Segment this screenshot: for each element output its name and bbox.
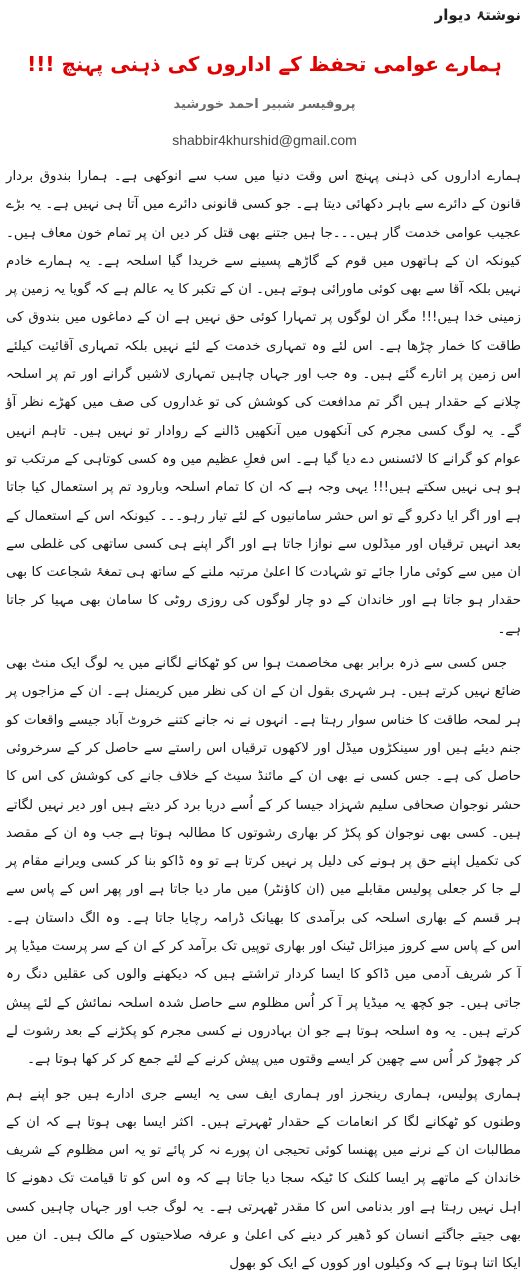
author-email[interactable]: shabbir4khurshid@gmail.com — [172, 132, 357, 148]
column-category: نوشتۂ دیوار — [434, 6, 521, 24]
article-paragraph: ہماری پولیس، ہماری رینجرز اور ہماری ایف سی یہ ایسے جری ادارے ہیں جو اپنے ہم وطنوں کو ٹھکانے لگا کر انعامات کے حقدار ٹھہرتے ہیں۔ اکثر ایسا بھی ہوتا ہے کہ ان کے مطالبات ان کے نرنے میں پھنسا کوئی تحیجی ان پورے نہ کر پائے تو یہ اس مظلوم کے شریف خاندان کے ماتھے پر ایسا کلنک کا ٹیکہ سجا دیا جاتا ہے کہ وہ اس کو تا قیامت تک دھونے کا اہل نہیں رہتا ہے اور بدنامی اس کا مقدر ٹھہرتی ہے۔ یہ لوگ جب اور جہاں چاہیں کسی بھی جیتے جاگتے انسان کو ڈھیر کر دینے کی اعلیٰ و عرفہ صلاحیتوں کے مالک ہیں۔ ان میں ایکا اتنا ہوتا ہے کہ وکیلوں اور کووں کے ایک کو بھول — [6, 1086, 521, 1272]
author-name: پروفیسر شبیر احمد خورشید — [173, 97, 356, 112]
article-body — [6, 163, 521, 1272]
article-title: ہمارے عوامی تحفظ کے اداروں کی ذہنی پہنچ !!! — [27, 52, 502, 76]
article-paragraph: ہمارے اداروں کی ذہنی پہنچ اس وقت دنیا میں سب سے انوکھی ہے۔ ہمارا بندوق بردار قانون کے دائرے سے باہر دکھائی دیتا ہے۔ جو کسی قانونی دائرے میں آتا ہی نہیں ہے۔ یہ بڑے عجیب عوامی خدمت گار ہیں۔۔۔جا ہیں جتنے بھی قتل کر دیں ان پر تمام خون معاف ہیں۔ کیونکہ ان کے ہاتھوں میں قوم کے گاڑھے پسینے سے خریدا گیا اسلحہ ہے۔ یہ ہمارے خادم نہیں بلکہ آقا سے بھی کوئی ماورائی ہوتے ہیں۔ ان کے تکبر کا یہ عالم ہے کہ گویا یہ زمین پر زمینی خدا ہیں!!! مگر ان لوگوں پر تمہارا کوئی حق نہیں ہے ان کے دماغوں میں بندوق کی طاقت کا خمار چڑھا ہے۔ اس لئے وہ تمہاری خدمت کے لئے نہیں بلکہ تمہاری آقائیت کیلئے اس زمین پر اتارے گئے ہیں۔ وہ جب اور جہاں چاہیں تمہاری لاشیں گرانے اور تم پر اسلحہ چلانے کے حقدار ہیں اگر تم مدافعت کی کوشش کی تو غداروں کی صف میں کھڑے نظر آؤ گے۔ یہ لوگ کسی مجرم کی آنکھوں میں آنکھیں ڈالنے کے روادار تو نہیں ہیں۔ تاہم انہیں عوام کو گرانے کا لائسنس دے دیا گیا ہے۔ اس فعلِ عظیم میں وہ کسی کوتاہی کے مرتکب تو ہو ہی نہیں سکتے ہیں!!! یہی وجہ ہے کہ ان کا تمام اسلحہ وبارود تم پر استعمال کیا جاتا ہے اور اگر ایا دکرو گے تو اس حشر سامانیوں کے لئے تیار رہو۔۔۔ کیونکہ اس کے استعمال کے بعد انہیں ترقیاں اور میڈلوں سے نوازا جاتا ہے اور اگر اپنے ہی کسی ساتھی کی غلطی سے ان میں سے کوئی مارا جائے تو شہادت کا اعلیٰ مرتبہ ملنے کے ساتھ ہی تمغۂ شجاعت کا بھی حقدار ہو جاتا ہے اور خاندان کے دو چار لوگوں کی روزی روٹی کا سامان بھی مہیا کر جاتا ہے۔ — [6, 169, 521, 637]
article-paragraph: جس کسی سے ذرہ برابر بھی مخاصمت ہوا س کو ٹھکانے لگانے میں یہ لوگ ایک منٹ بھی ضائع نہیں کرتے ہیں۔ ہر شہری بقول ان کے ان کی نظر میں کریمنل ہے۔ ان کے مزاجوں پر ہر لمحہ طاقت کا خناس سوار رہتا ہے۔ انہوں نے نہ جانے کتنے خروٹ آباد جیسے واقعات کو جنم دیئے ہیں اور سینکڑوں میڈل اور لاکھوں ترقیاں اس راستے سے حاصل کر کے سرخروئی حاصل کی ہے۔ جس کسی نے بھی ان کے مائنڈ سیٹ کے خلاف جانے کی کوشش کی اس کا حشر نوجوان صحافی سلیم شہزاد جیسا کر کے اُسے دریا برد کر دیتے ہیں اور دیر نہیں لگاتے ہیں۔ کسی بھی نوجوان کو پکڑ کر بھاری رشوتوں کا مطالبہ ہوتا ہے جب وہ ان کے مقصد کی تکمیل اپنے حق پر ہونے کی دلیل پر نہیں کرتا ہے تو وہ ڈاکو بنا کر کسی ویرانے مقام پر لے جا کر جعلی پولیس مقابلے میں (ان کاؤنٹر) میں مار دیا جاتا ہے اور پھر اس کے پاس سے ہر قسم کے بھاری اسلحہ کی برآمدی کا بھیانک ڈرامہ رچایا جاتا ہے۔ وہ الگ داستان ہے۔ اس کے پاس سے کروز میزائل ٹینک اور بھاری توپیں تک برآمد کر کے ان کے سر پرست میڈیا پر آ کر شریف آدمی میں ڈاکو کا ایسا کردار تراشتے ہیں کہ دیکھنے والوں کی عقلیں دنگ رہ جاتی ہیں۔ جو کچھ یہ میڈیا پر آ کر اُس مظلوم سے حاصل شدہ اسلحہ نمائش کے لئے پیش کرتے ہیں۔ یہ وہ اسلحہ ہوتا ہے جو ان بہادروں نے کسی مجرم کو پکڑنے کے بعد رشوت لے کر چھوڑ کر اُس سے چھین کر ایسے وقتوں میں پیش کرنے کے لئے جمع کر کر کھا ہوتا ہے۔ — [6, 656, 521, 1068]
